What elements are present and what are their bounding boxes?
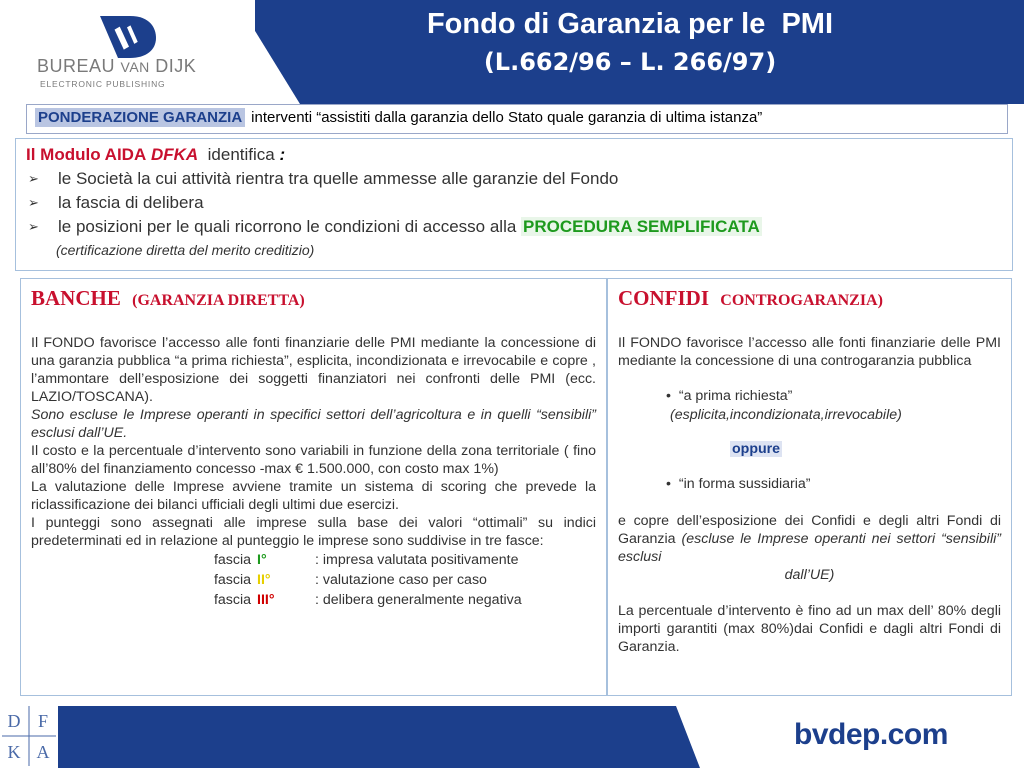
oppure-label [618, 440, 1001, 458]
fascia-level: III° [257, 592, 275, 608]
fascia-row [31, 550, 596, 570]
fascia-label: fascia [213, 592, 251, 608]
bullet-icon: • [666, 476, 671, 492]
aida-modulo: Il Modulo AIDA [26, 145, 147, 164]
ponderazione-strip [26, 104, 1008, 134]
aida-item-2: la fascia di delibera [58, 193, 204, 212]
aida-heading [26, 145, 1002, 165]
confidi-bullet-1: “a prima richiesta” [678, 388, 793, 404]
banche-box [20, 278, 607, 696]
confidi-title: CONFIDI [618, 286, 710, 310]
aida-list [26, 167, 1002, 239]
banche-subtitle: (GARANZIA DIRETTA) [132, 292, 305, 309]
confidi-p3: La percentuale d’intervento è fino ad un max dell’ 80% degli importi garantiti (max 80%)dai Confidi e dagli altri Fondi di Garanzia. [618, 603, 1001, 655]
fascia-level: II° [257, 572, 271, 588]
aida-note: (certificazione diretta del merito creditizio) [56, 242, 315, 258]
confidi-p2 [618, 512, 1001, 566]
banche-p3: Il costo e la percentuale d’intervento sono variabili in funzione della zona territoriale ( fino all’80% del finanziamento concesso -max € 1.500.000, con costo max 1%) [31, 443, 596, 477]
aida-box [15, 138, 1013, 271]
page-subtitle: (L.662/96 – L. 266/97) [483, 48, 777, 76]
list-item [618, 386, 1001, 406]
banche-p2: Sono escluse le Imprese operanti in specifici settori dell’agricoltura e in quelli “sensibili” esclusi dall’UE. [31, 407, 596, 441]
confidi-p1: Il FONDO favorisce l’accesso alle fonti finanziarie delle PMI mediante la concessione di una controgaranzia pubblica [618, 335, 1001, 369]
logo-word-van: VAN [120, 59, 150, 75]
confidi-p2b: (escluse le Imprese operanti nei settori “sensibili” esclusi [618, 531, 1001, 565]
fascia-row [31, 590, 596, 610]
confidi-box [607, 278, 1012, 696]
logo-subtitle: ELECTRONIC PUBLISHING [40, 79, 166, 89]
bvdep-link[interactable]: bvdep.com [794, 718, 948, 751]
dfka-letter: F [37, 711, 48, 731]
aida-dfka: DFKA [150, 145, 199, 164]
list-item [618, 474, 1001, 494]
aida-item-1: le Società la cui attività rientra tra quelle ammesse alle garanzie del Fondo [58, 169, 619, 188]
banche-p1: Il FONDO favorisce l’accesso alle fonti finanziarie delle PMI mediante la concessione di una garanzia pubblica “a prima richiesta”, esplicita, incondizionata e irrevocabile e copre , l’ammontare dell’esposizione dei soggetti finanziatori nei confronti delle PMI (ecc. LAZIO/TOSCANA). [31, 335, 596, 405]
confidi-p2a: e copre dell’esposizione dei Confidi e degli altri Fondi di Garanzia [618, 513, 1001, 547]
page-title: Fondo di Garanzia per le PMI [426, 8, 834, 40]
fascia-level: I° [257, 552, 267, 568]
list-item [26, 191, 1002, 215]
confidi-bullet-1-note: (esplicita,incondizionata,irrevocabile) [670, 407, 902, 423]
fascia-row [31, 570, 596, 590]
banche-p4: La valutazione delle Imprese avviene tramite un sistema di scoring che prevede la riclassificazione dei bilanci ufficiali degli ultimi due esercizi. [31, 479, 596, 513]
fascia-desc: : valutazione caso per caso [315, 572, 487, 588]
fascia-label: fascia [213, 572, 251, 588]
procedura-semplificata: PROCEDURA SEMPLIFICATA [523, 217, 760, 236]
arrow-bullet-icon: ➢ [28, 219, 39, 234]
dfka-letter: A [36, 742, 50, 762]
header [0, 0, 1024, 104]
confidi-p2c: dall’UE) [784, 567, 835, 583]
aida-item-3: le posizioni per le quali ricorrono le condizioni di accesso alla [58, 217, 517, 236]
logo-word-bureau: BUREAU [37, 56, 116, 76]
oppure-text: oppure [732, 441, 781, 457]
fascia-desc: : impresa valutata positivamente [315, 552, 519, 568]
fascia-desc: : delibera generalmente negativa [315, 592, 522, 608]
dfka-letter: K [7, 742, 21, 762]
aida-identifica: identifica [207, 145, 275, 164]
confidi-subtitle: CONTROGARANZIA) [720, 292, 883, 309]
list-item [26, 215, 1002, 239]
logo-name [37, 56, 196, 77]
logo-word-dijk: DIJK [155, 56, 197, 76]
banche-heading [31, 285, 596, 314]
banche-p5: I punteggi sono assegnati alle imprese sulla base dei valori “ottimali” su indici predeterminati ed in relazione al punteggio le imprese sono suddivise in tre fasce: [31, 515, 596, 549]
dfka-logo[interactable] [0, 704, 58, 768]
bullet-icon: • [666, 388, 671, 404]
banche-title: BANCHE [31, 286, 121, 310]
ponderazione-label: PONDERAZIONE GARANZIA [35, 108, 245, 127]
confidi-bullet-2: “in forma sussidiaria” [678, 476, 811, 492]
fascia-label: fascia [213, 552, 251, 568]
bvd-logo-icon [96, 14, 158, 60]
list-item [26, 167, 1002, 191]
arrow-bullet-icon: ➢ [28, 195, 39, 210]
dfka-letter: D [7, 711, 21, 731]
aida-colon: : [279, 145, 286, 164]
confidi-heading [618, 285, 1001, 314]
logo[interactable] [0, 0, 255, 104]
arrow-bullet-icon: ➢ [28, 171, 39, 186]
ponderazione-text: interventi “assistiti dalla garanzia dello Stato quale garanzia di ultima istanza” [251, 109, 763, 126]
